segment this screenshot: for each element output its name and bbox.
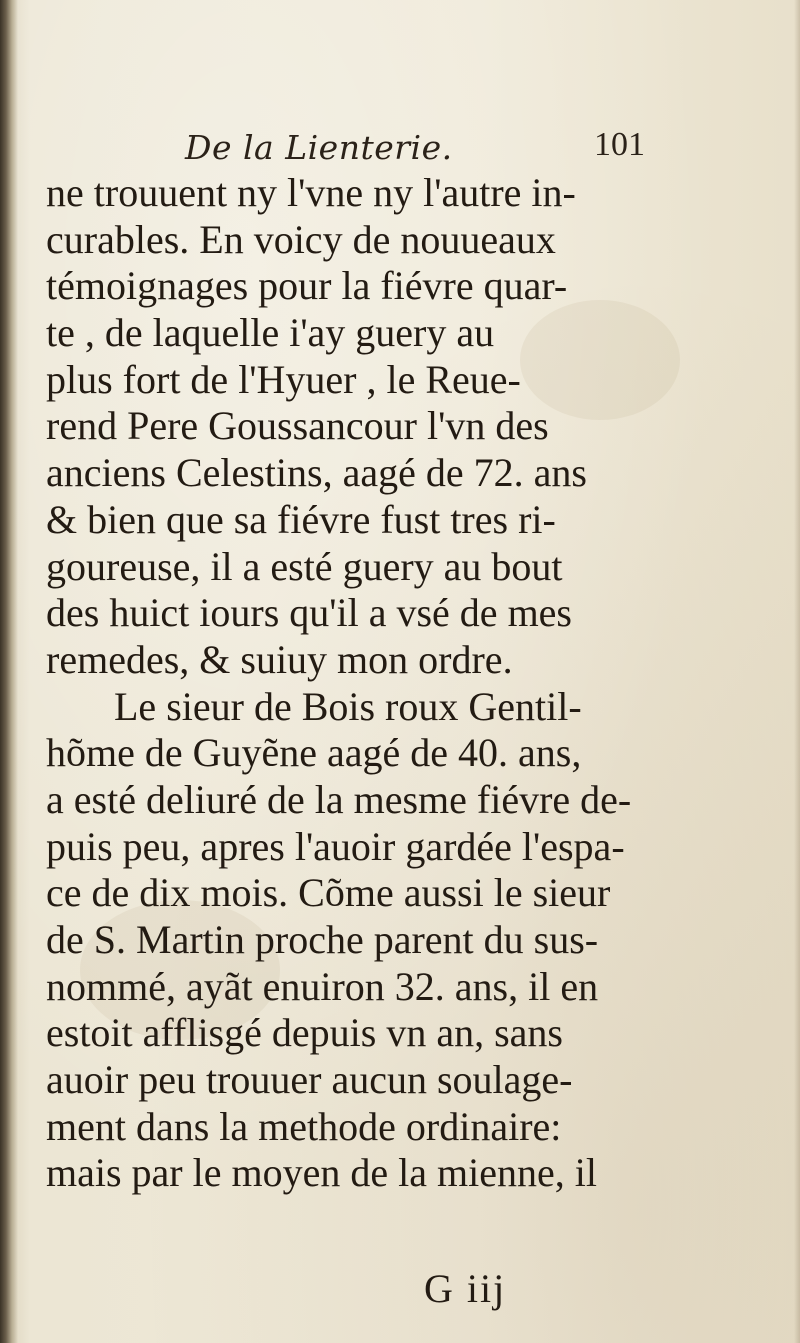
paragraph-start-line: Le sieur de Bois roux Gentil- bbox=[114, 683, 582, 729]
text-line: te , de laquelle i'ay guery au bbox=[46, 310, 495, 356]
text-line: remedes, & suiuy mon ordre. bbox=[46, 636, 513, 682]
page-edge-shadow bbox=[794, 0, 800, 1343]
text-line: ce de dix mois. Cõme aussi le sieur bbox=[46, 870, 611, 916]
text-line: & bien que sa fiévre fust tres ri- bbox=[46, 496, 556, 542]
text-line: estoit afflisgé depuis vn an, sans bbox=[46, 1010, 563, 1056]
text-line: curables. En voicy de nouueaux bbox=[46, 216, 556, 262]
text-line: plus fort de l'Hyuer , le Reue- bbox=[46, 356, 521, 402]
text-line: rend Pere Goussancour l'vn des bbox=[46, 403, 549, 449]
text-line: mais par le moyen de la mienne, il bbox=[46, 1150, 597, 1196]
text-line: auoir peu trouuer aucun soulage- bbox=[46, 1057, 573, 1103]
running-head: De la Lienterie. bbox=[185, 128, 453, 167]
text-line: hõme de Guyẽne aagé de 40. ans, bbox=[46, 730, 582, 776]
text-line: puis peu, apres l'auoir gardée l'espa- bbox=[46, 823, 625, 869]
text-line: des huict iours qu'il a vsé de mes bbox=[46, 590, 572, 636]
text-line: goureuse, il a esté guery au bout bbox=[46, 543, 563, 589]
body-text bbox=[46, 170, 666, 1197]
text-line: de S. Martin proche parent du sus- bbox=[46, 917, 599, 962]
text-line: témoignages pour la fiévre quar- bbox=[46, 263, 568, 309]
text-line: ne trouuent ny l'vne ny l'autre in- bbox=[46, 170, 576, 215]
book-spine-edge bbox=[0, 0, 18, 1343]
text-line: anciens Celestins, aagé de 72. ans bbox=[46, 450, 587, 496]
text-line: a esté deliuré de la mesme fiévre de- bbox=[46, 776, 632, 822]
page-number: 101 bbox=[594, 126, 645, 163]
text-line: ment dans la methode ordinaire: bbox=[46, 1103, 562, 1149]
signature-mark: G iij bbox=[424, 1266, 507, 1311]
text-line: nommé, ayãt enuiron 32. ans, il en bbox=[46, 963, 599, 1009]
